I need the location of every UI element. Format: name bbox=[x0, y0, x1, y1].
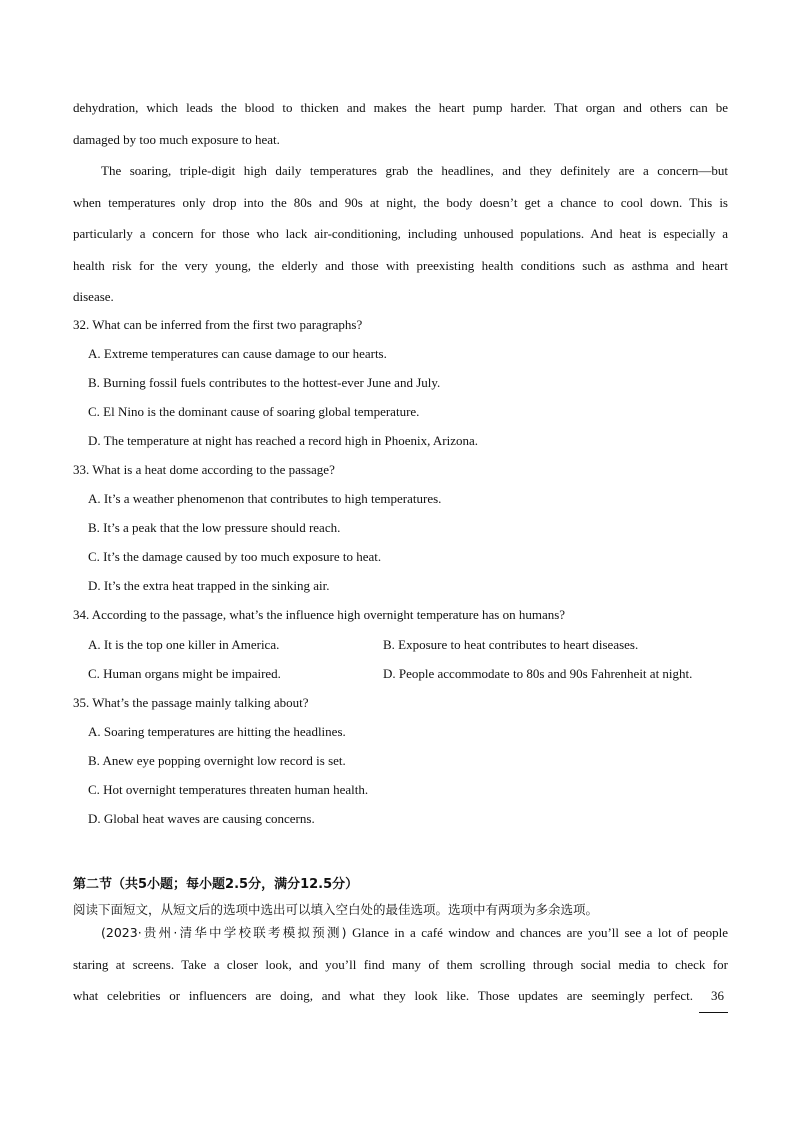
section-2-title: 第二节（共5小题；每小题2.5分，满分12.5分） bbox=[73, 877, 359, 892]
question-34-option-a: A. It is the top one killer in America. bbox=[88, 637, 280, 652]
question-35-option-c: C. Hot overnight temperatures threaten human health. bbox=[88, 782, 369, 797]
passage-line: health risk for the very young, the elderly and those with preexisting health conditions such as asthma and heart bbox=[73, 257, 728, 273]
question-32-option-a: A. Extreme temperatures can cause damage to our hearts. bbox=[88, 346, 387, 361]
question-34-option-b: B. Exposure to heat contributes to heart diseases. bbox=[383, 637, 639, 652]
passage-paragraph-2 bbox=[73, 155, 728, 313]
source-note: (2023·贵州·清华中学校联考模拟预测) bbox=[101, 925, 347, 940]
question-33-stem: 33. What is a heat dome according to the passage? bbox=[73, 462, 335, 477]
passage-line: when temperatures only drop into the 80s and 90s at night, the body doesn’t get a chance to cool down. This is bbox=[73, 194, 728, 210]
passage-text: what celebrities or influencers are doing, and what they look like. Those updates are seemingly perfect. bbox=[73, 988, 693, 1004]
question-33-option-c: C. It’s the damage caused by too much exposure to heat. bbox=[88, 549, 382, 564]
passage-line bbox=[73, 917, 728, 949]
question-32-option-d: D. The temperature at night has reached a record high in Phoenix, Arizona. bbox=[88, 433, 478, 448]
question-34-option-d: D. People accommodate to 80s and 90s Fahrenheit at night. bbox=[383, 666, 693, 681]
question-34-option-c: C. Human organs might be impaired. bbox=[88, 666, 281, 681]
question-33-option-a: A. It’s a weather phenomenon that contributes to high temperatures. bbox=[88, 491, 442, 506]
passage-paragraph-1 bbox=[73, 92, 728, 155]
passage-line: particularly a concern for those who lack air-conditioning, including unhoused populations. And heat is especially a bbox=[73, 226, 728, 242]
answer-blank-36[interactable]: 36 bbox=[699, 980, 728, 1013]
question-34-stem: 34. According to the passage, what’s the influence high overnight temperature has on humans? bbox=[73, 607, 566, 622]
question-32-stem: 32. What can be inferred from the first two paragraphs? bbox=[73, 317, 363, 332]
passage-line: The soaring, triple-digit high daily temperatures grab the headlines, and they definitely are a concern—but bbox=[101, 163, 728, 178]
question-33-option-d: D. It’s the extra heat trapped in the sinking air. bbox=[88, 578, 330, 593]
question-35-option-a: A. Soaring temperatures are hitting the headlines. bbox=[88, 724, 346, 739]
passage-line: damaged by too much exposure to heat. bbox=[73, 131, 280, 147]
section-2-passage bbox=[73, 917, 728, 1013]
passage-line bbox=[73, 980, 728, 1013]
question-32-option-b: B. Burning fossil fuels contributes to the hottest-ever June and July. bbox=[88, 375, 441, 390]
question-35-option-d: D. Global heat waves are causing concerns. bbox=[88, 811, 315, 826]
section-2-instruction: 阅读下面短文，从短文后的选项中选出可以填入空白处的最佳选项。选项中有两项为多余选项。 bbox=[73, 902, 599, 917]
question-35-stem: 35. What’s the passage mainly talking about? bbox=[73, 695, 309, 710]
passage-line: disease. bbox=[73, 289, 114, 305]
question-32-option-c: C. El Nino is the dominant cause of soaring global temperature. bbox=[88, 404, 420, 419]
passage-line: dehydration, which leads the blood to thicken and makes the heart pump harder. That organ and others can be bbox=[73, 100, 728, 115]
passage-line: staring at screens. Take a closer look, and you’ll find many of them scrolling through social media to check for bbox=[73, 956, 728, 972]
question-33-option-b: B. It’s a peak that the low pressure should reach. bbox=[88, 520, 341, 535]
passage-text: Glance in a café window and chances are you’ll see a lot of people bbox=[352, 925, 729, 940]
question-35-option-b: B. Anew eye popping overnight low record is set. bbox=[88, 753, 346, 768]
